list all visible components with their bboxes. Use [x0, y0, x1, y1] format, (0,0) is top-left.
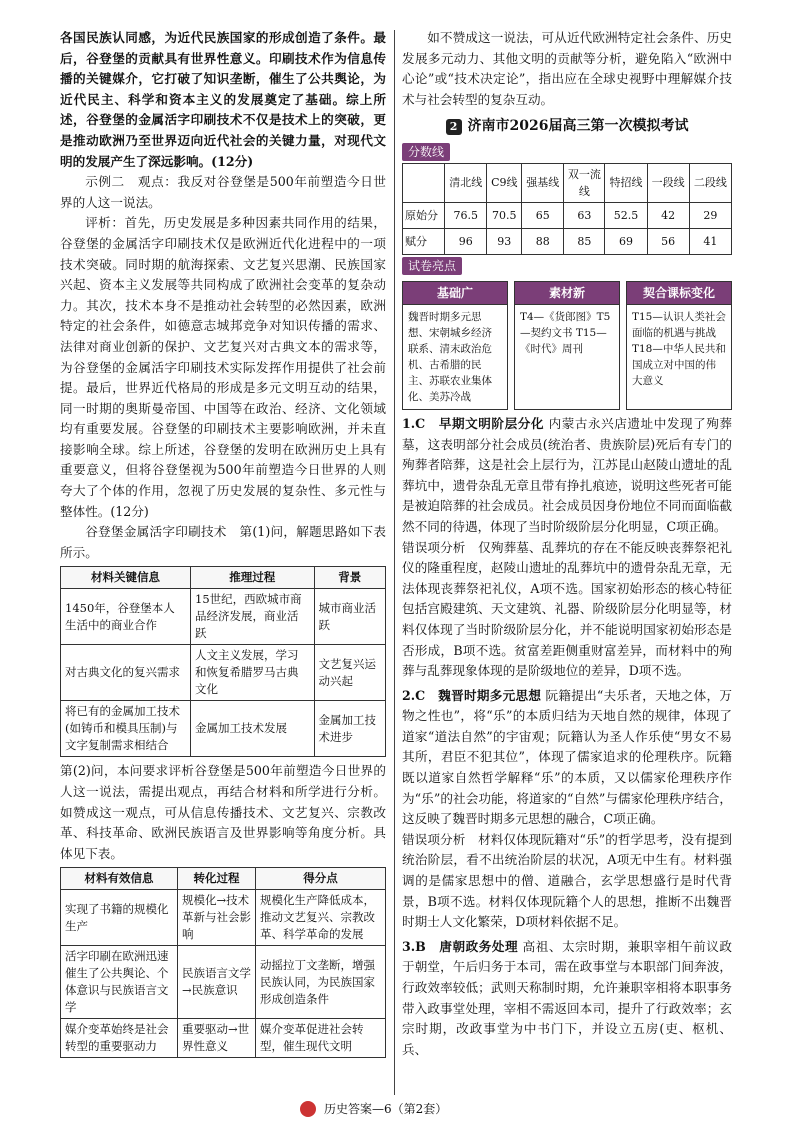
example-two-viewpoint: 示例二 观点：我反对谷登堡是500年前塑造今日世界的人这一说法。 [60, 174, 386, 210]
table-cell: 65 [522, 202, 564, 228]
table-cell: 15世纪，西欧城市商品经济发展，商业活跃 [191, 589, 315, 645]
table-header: 推理过程 [191, 567, 315, 589]
table-cell: 媒介变革促进社会转型，催生现代文明 [256, 1019, 386, 1058]
table-row [61, 645, 386, 701]
table-cell: 对古典文化的复兴需求 [61, 645, 191, 701]
table-cell: 清北线 [445, 163, 487, 202]
highlights-tag: 试卷亮点 [402, 257, 462, 275]
table-cell: 文艺复兴运动兴起 [314, 645, 386, 701]
table-cell: 实现了书籍的规模化生产 [61, 890, 178, 946]
table-row [61, 701, 386, 757]
table-cell: 29 [689, 202, 731, 228]
highlight-box-title: 基础广 [403, 282, 507, 305]
table-cell: 活字印刷在欧洲迅速催生了公共舆论、个体意识与民族语言文学 [61, 946, 178, 1019]
q1-intro: 谷登堡金属活字印刷技术 第(1)问，解题思路如下表所示。 [60, 524, 386, 560]
table-cell: 69 [605, 228, 647, 254]
question-1-heading: 1.C 早期文明阶层分化 [402, 415, 544, 431]
page-footer [300, 1100, 447, 1117]
table-header: 材料关键信息 [61, 567, 191, 589]
question-3-heading: 3.B 唐朝政务处理 [402, 938, 519, 954]
table-row [61, 946, 386, 1019]
question-3 [402, 937, 732, 1061]
highlight-box-body: T15—认识人类社会面临的机遇与挑战 T18—中华人民共和国成立对中国的伟大意义 [632, 310, 726, 387]
table-cell: 媒介变革始终是社会转型的重要驱动力 [61, 1019, 178, 1058]
table-cell: 原始分 [403, 202, 445, 228]
table-cell: 1450年，谷登堡本人生活中的商业合作 [61, 589, 191, 645]
table-cell: 96 [445, 228, 487, 254]
q2-intro: 第(2)问，本问要求评析谷登堡是500年前塑造今日世界的人这一说法，需提出观点，再结合材料和所学进行分析。如赞成这一观点，可从信息传播技术、文艺复兴、宗教改革、科技革命、欧洲民族语言及世界影响等角度分析。具体见下表。 [60, 763, 386, 861]
table-header: 得分点 [256, 868, 386, 890]
left-paragraph-1: 各国民族认同感，为近代民族国家的形成创造了条件。最后，谷登堡的贡献具有世界性意义。印刷技术作为信息传播的关键媒介，它打破了知识垄断，催生了公共舆论，为近代民主、科学和资本主义的发展奠定了基础。综上所述，谷登堡的金属活字印刷技术不仅是技术上的突破，更是推动欧洲乃至世界迈向近代社会的关键力量，对现代文明的发展产生了深远影响。(12分) [60, 30, 386, 169]
score-table [402, 163, 732, 255]
scoring-table [60, 867, 386, 1058]
column-divider [394, 30, 395, 1095]
table-header: 转化过程 [178, 868, 256, 890]
footer-text: 历史答案—6（第2套） [324, 1102, 448, 1116]
highlight-box-basic [402, 281, 508, 410]
table-cell: 70.5 [487, 202, 522, 228]
right-paragraph-1: 如不赞成这一说法，可从近代欧洲特定社会条件、历史发展多元动力、其他文明的贡献等分析，避免陷入“欧洲中心论”或“技术决定论”，指出应在全球史视野中理解媒介技术与社会转型的复杂互动。 [402, 30, 732, 107]
table-cell: 将已有的金属加工技术(如铸币和模具压制)与文字复制需求相结合 [61, 701, 191, 757]
table-row [403, 228, 732, 254]
table-row [61, 589, 386, 645]
table-cell: 双一流线 [564, 163, 605, 202]
right-column [402, 28, 732, 1060]
table-cell: 规模化→技术革新与社会影响 [178, 890, 256, 946]
highlight-box-body: T4—《货郎图》T5—契约文书 T15—《时代》周刊 [520, 310, 611, 355]
highlight-box-title: 素材新 [515, 282, 619, 305]
table-cell: 63 [564, 202, 605, 228]
table-cell: 重要驱动→世界性意义 [178, 1019, 256, 1058]
exam-number-badge: 2 [446, 119, 462, 135]
table-header: 材料有效信息 [61, 868, 178, 890]
table-header-row [403, 163, 732, 202]
table-cell: 42 [647, 202, 689, 228]
table-row [61, 890, 386, 946]
table-cell: 规模化生产降低成本，推动文艺复兴、宗教改革、科学革命的发展 [256, 890, 386, 946]
highlight-box-body: 魏晋时期多元思想、宋朝城乡经济联系、清末政治危机、古希腊的民主、苏联农业集体化、美苏冷战 [408, 310, 492, 403]
table-cell: 赋分 [403, 228, 445, 254]
question-2-error-analysis: 错误项分析 材料仅体现阮籍对“乐”的哲学思考，没有提到统治阶层，看不出统治阶层的状况，A项无中生有。材料强调的是儒家思想中的僧、道融合，玄学思想盛行是时代背景，B项不选。材料仅体现阮籍个人的思想，推断不出魏晋时期士人文化繁荣，D项材料依据不足。 [402, 831, 732, 930]
question-2-body: 阮籍提出“夫乐者，天地之体，万物之性也”，将“乐”的本质归结为天地自然的规律，体现了道家“道法自然”的宇宙观；阮籍认为圣人作乐使“男女不易其所，君臣不犯其位”，体现了儒家追求的伦理秩序。阮籍既以道家自然哲学解释“乐”的本质，又以儒家伦理秩序作为“乐”的社会功能，将道家的“自然”与儒家伦理秩序结合，这反映了魏晋时期多元思想的融合，C项正确。 [402, 687, 732, 827]
question-1-body: 内蒙古永兴店遗址中发现了殉葬墓，这表明部分社会成员(统治者、贵族阶层)死后有专门的殉葬者陪葬，这是社会上层行为，江苏昆山赵陵山遗址的乱葬坑中，遗骨杂乱无章且带有挣扎痕迹，说明这些死者可能是被迫陪葬的社会成员。社会成员因身份地位不同而面临截然不同的待遇，体现了当时阶级阶层分化明显，C项正确。 [402, 415, 733, 534]
table-cell [403, 163, 445, 202]
left-column [60, 28, 386, 1062]
publisher-logo-icon [300, 1101, 316, 1117]
table-cell: 城市商业活跃 [314, 589, 386, 645]
table-cell: 76.5 [445, 202, 487, 228]
example-two-analysis: 评析：首先，历史发展是多种因素共同作用的结果，谷登堡的金属活字印刷技术仅是欧洲近代化进程中的一项技术突破。同时期的航海探索、文艺复兴思潮、民族国家兴起、资本主义发展等共同构成了欧洲社会变革的复杂动力。其次，技术本身不是推动社会转型的必然因素，欧洲特定的社会条件，如德意志城邦竞争对知识传播的需求、法律对商业创新的保护、文艺复兴对古典文本的需求等，为谷登堡的金属活字印刷技术实际发挥作用提供了社会前提。最后，世界近代格局的形成是多元文明互动的结果，同一时期的奥斯曼帝国、中国等在政治、经济、文化领域均有重要发展。谷登堡的印刷技术主要影响欧洲，并未直接影响全球。综上所述，谷登堡的发明在欧洲历史上具有重要意义，但将谷登堡视为500年前塑造今日世界的人则夸大了个体的作用，忽视了历史发展的复杂性、多元性与整体性。(12分) [60, 215, 386, 519]
question-2 [402, 686, 732, 830]
table-cell: 金属加工技术进步 [314, 701, 386, 757]
question-2-heading: 2.C 魏晋时期多元思想 [402, 687, 542, 703]
score-line-tag: 分数线 [402, 143, 450, 161]
highlight-boxes [402, 281, 732, 410]
exam-title [402, 116, 732, 137]
table-cell: C9线 [487, 163, 522, 202]
table-cell: 金属加工技术发展 [191, 701, 315, 757]
table-header-row [61, 868, 386, 890]
question-3-body: 高祖、太宗时期，兼职宰相午前议政于朝堂，午后归务于本司，需在政事堂与本职部门间奔波，行政效率较低；武则天称制时期，允许兼职宰相将本职事务带入政事堂处理，宰相不需返回本司，提升了行政效率；玄宗时期，改政事堂为中书门下，并设立五房(吏、枢机、兵、 [402, 938, 732, 1057]
table-cell: 一段线 [647, 163, 689, 202]
table-cell: 56 [647, 228, 689, 254]
table-header: 背景 [314, 567, 386, 589]
highlight-box-title: 契合课标变化 [627, 282, 731, 305]
question-1 [402, 414, 732, 538]
table-cell: 特招线 [605, 163, 647, 202]
question-1-error-analysis: 错误项分析 仅殉葬墓、乱葬坑的存在不能反映丧葬祭祀礼仪的隆重程度，赵陵山遗址的乱葬坑中的遗骨杂乱无章，无法体现丧葬祭祀礼仪，A项不选。国家初始形态的核心特征包括宫殿建筑、天文建筑、礼器、阶级阶层分化明显等，材料仅体现了当时阶级阶层分化，并不能说明国家初始形态是否形成，B项不选。贫富差距侧重财富差异，而材料中的殉葬与乱葬现象体现的是阶级地位的差异，D项不选。 [402, 539, 732, 679]
table-cell: 88 [522, 228, 564, 254]
table-row [61, 1019, 386, 1058]
table-cell: 人文主义发展，学习和恢复希腊罗马古典文化 [191, 645, 315, 701]
table-cell: 民族语言文学→民族意识 [178, 946, 256, 1019]
table-cell: 85 [564, 228, 605, 254]
table-header-row [61, 567, 386, 589]
table-cell: 动摇拉丁文垄断，增强民族认同，为民族国家形成创造条件 [256, 946, 386, 1019]
reasoning-table [60, 566, 386, 757]
table-cell: 41 [689, 228, 731, 254]
table-cell: 强基线 [522, 163, 564, 202]
table-cell: 52.5 [605, 202, 647, 228]
table-cell: 二段线 [689, 163, 731, 202]
highlight-box-curriculum [626, 281, 732, 410]
table-cell: 93 [487, 228, 522, 254]
table-row [403, 202, 732, 228]
exam-title-text: 济南市2026届高三第一次模拟考试 [467, 118, 689, 135]
highlight-box-new-material [514, 281, 620, 410]
